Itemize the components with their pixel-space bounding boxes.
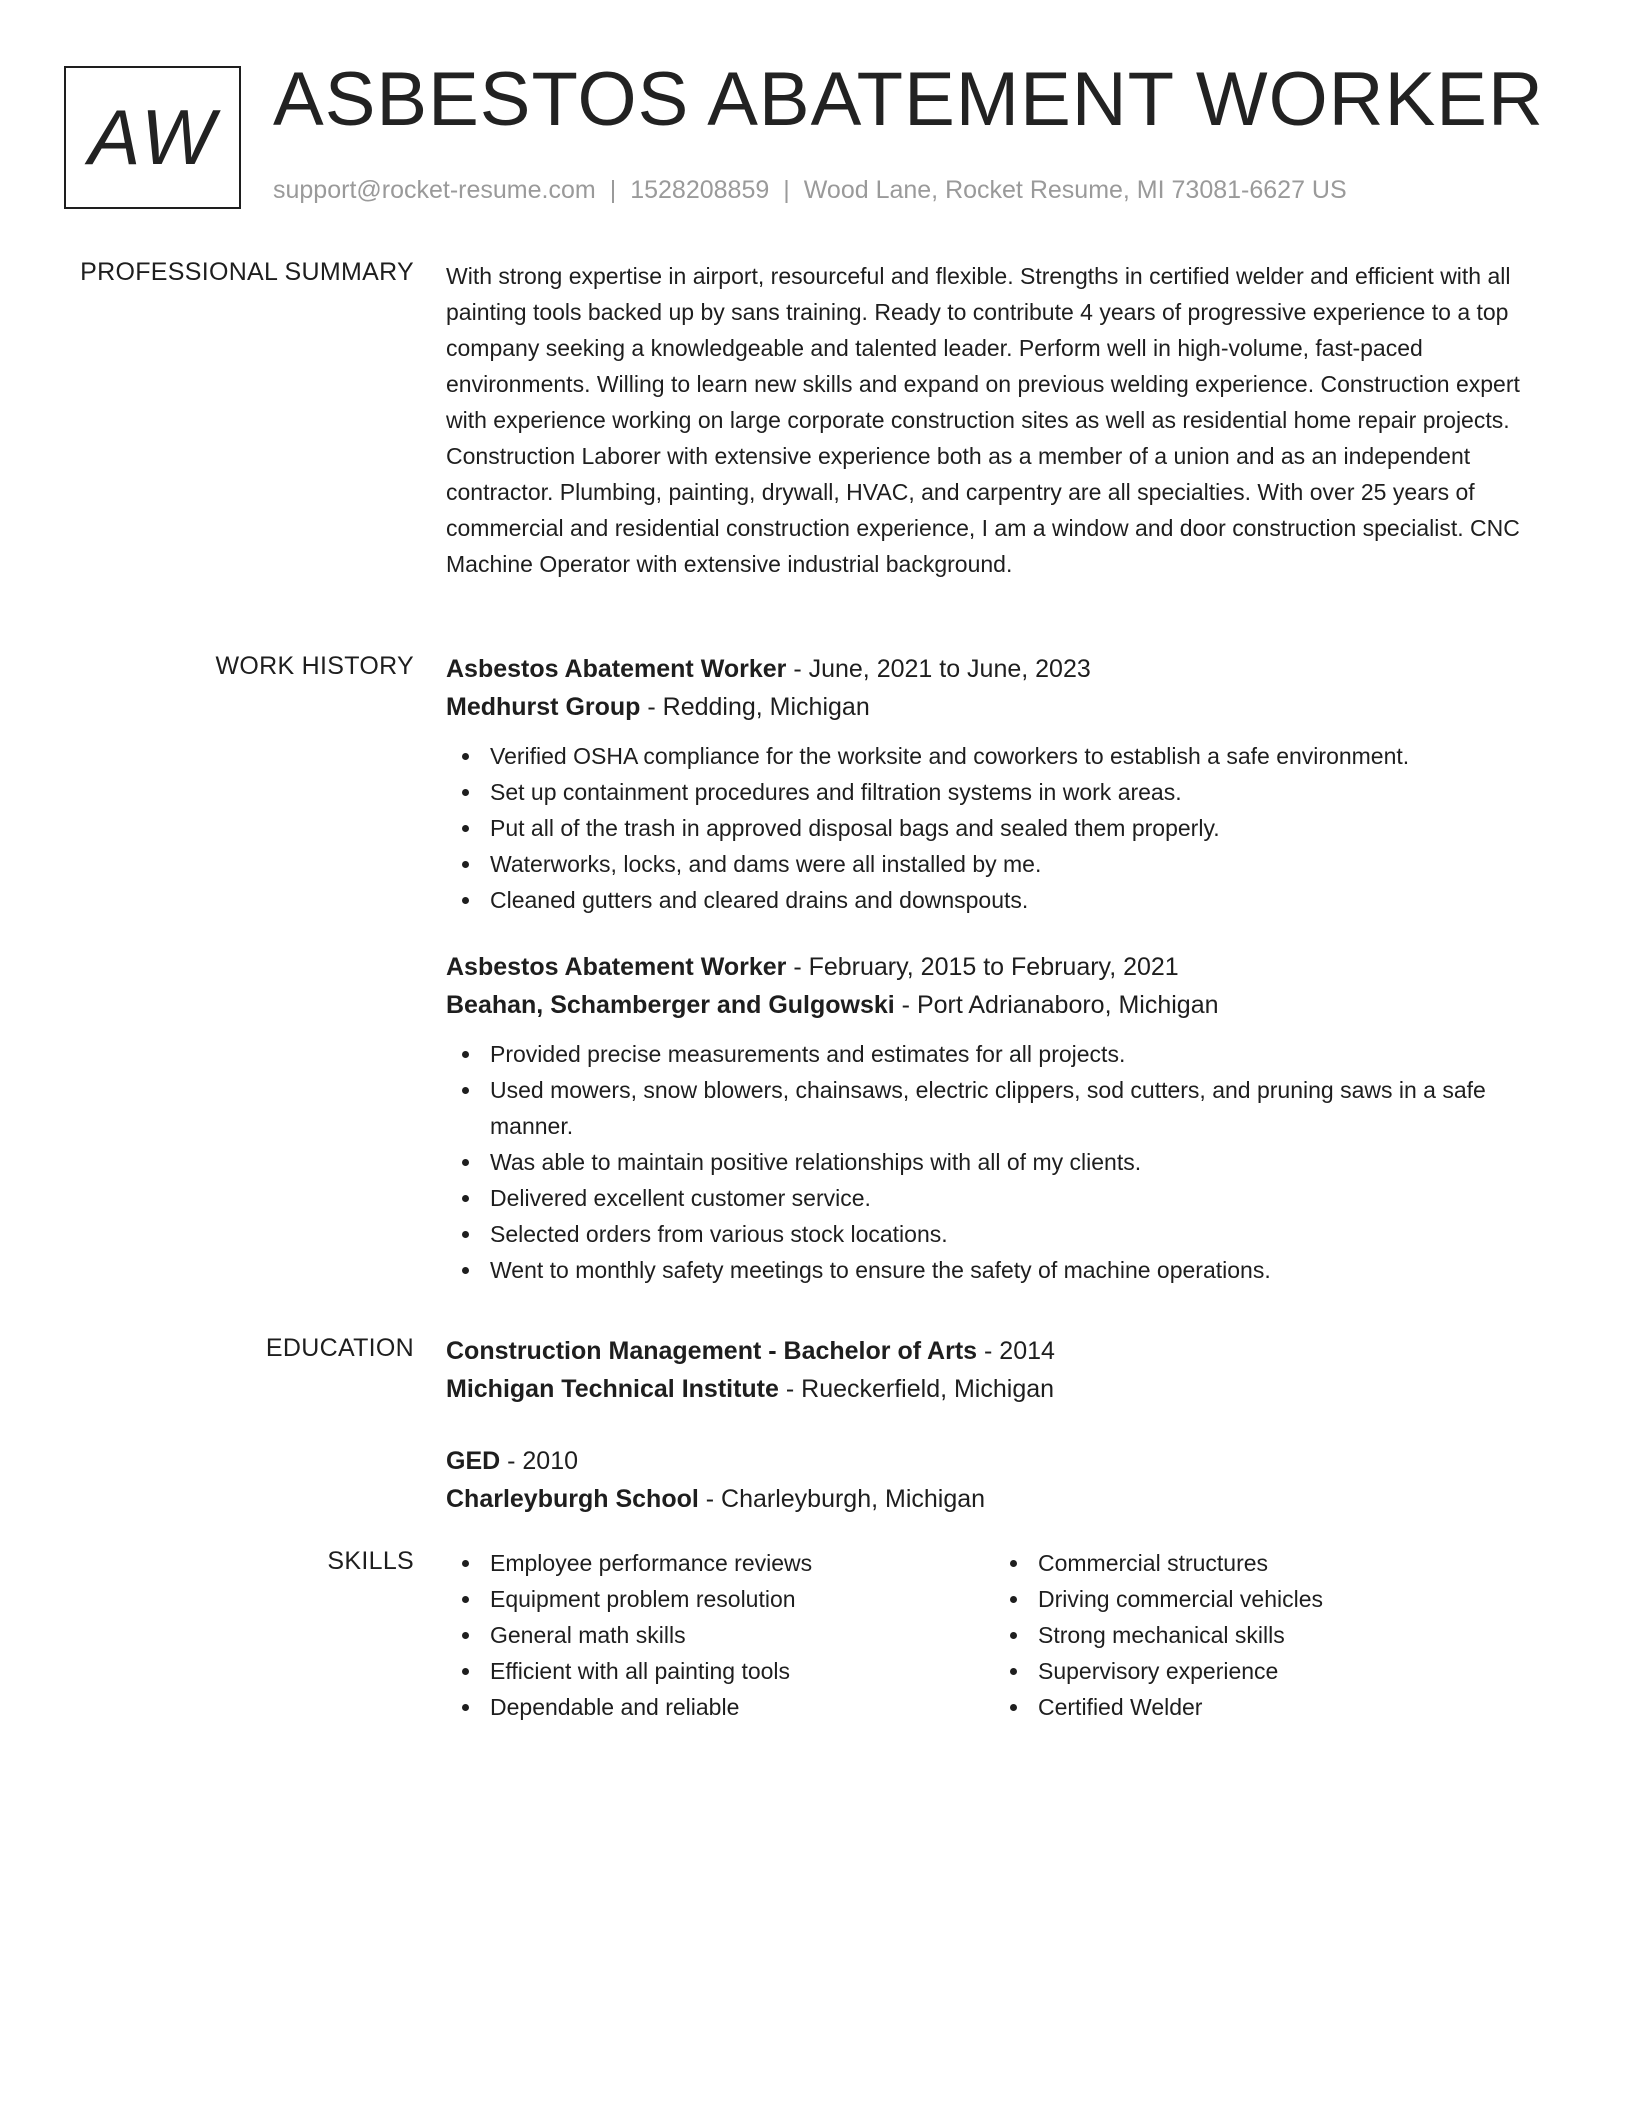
job-location: - Port Adrianaboro, Michigan	[894, 991, 1219, 1019]
job-title: Asbestos Abatement Worker	[446, 655, 787, 683]
job-bullets	[446, 738, 1566, 918]
job-location: - Redding, Michigan	[640, 693, 870, 721]
list-item: Driving commercial vehicles	[994, 1581, 1542, 1617]
list-item: Went to monthly safety meetings to ensure the safety of machine operations.	[446, 1252, 1566, 1288]
education-entry	[446, 1332, 1566, 1408]
list-item: Strong mechanical skills	[994, 1617, 1542, 1653]
skills-column-right	[994, 1545, 1542, 1725]
list-item: Provided precise measurements and estimates for all projects.	[446, 1036, 1566, 1072]
job-company-line	[446, 986, 1566, 1024]
contact-phone: 1528208859	[630, 176, 770, 204]
section-label-skills: SKILLS	[327, 1547, 414, 1575]
list-item: Was able to maintain positive relationships with all of my clients.	[446, 1144, 1566, 1180]
resume-title: ASBESTOS ABATEMENT WORKER	[273, 57, 1544, 142]
skills-column-left	[446, 1545, 994, 1725]
list-item: Used mowers, snow blowers, chainsaws, electric clippers, sod cutters, and pruning saws in a safe manner.	[446, 1072, 1566, 1144]
summary-section	[446, 258, 1566, 582]
education-school: Charleyburgh School	[446, 1485, 699, 1513]
education-year: - 2014	[977, 1337, 1055, 1365]
job-title: Asbestos Abatement Worker	[446, 953, 787, 981]
education-school-line	[446, 1370, 1566, 1408]
job-bullets	[446, 1036, 1566, 1288]
job-entry	[446, 650, 1566, 918]
education-section	[446, 1332, 1566, 1518]
contact-separator: |	[609, 176, 617, 204]
monogram-badge	[64, 66, 241, 209]
list-item: Set up containment procedures and filtration systems in work areas.	[446, 774, 1566, 810]
job-company: Medhurst Group	[446, 693, 641, 721]
section-label-education: EDUCATION	[265, 1334, 414, 1362]
education-school: Michigan Technical Institute	[446, 1375, 779, 1403]
education-location: - Rueckerfield, Michigan	[778, 1375, 1055, 1403]
list-item: Efficient with all painting tools	[446, 1653, 994, 1689]
education-school-line	[446, 1480, 1566, 1518]
education-year: - 2010	[500, 1447, 579, 1475]
contact-address: Wood Lane, Rocket Resume, MI 73081-6627 US	[803, 176, 1347, 204]
job-entry	[446, 948, 1566, 1288]
skills-list	[446, 1545, 994, 1725]
job-dates: - June, 2021 to June, 2023	[786, 655, 1091, 683]
education-degree-line	[446, 1332, 1566, 1370]
list-item: Delivered excellent customer service.	[446, 1180, 1566, 1216]
list-item: Supervisory experience	[994, 1653, 1542, 1689]
list-item: Selected orders from various stock locations.	[446, 1216, 1566, 1252]
contact-line	[273, 176, 1347, 205]
list-item: General math skills	[446, 1617, 994, 1653]
list-item: Commercial structures	[994, 1545, 1542, 1581]
skills-section	[446, 1545, 1566, 1725]
monogram-initials: AW	[88, 93, 217, 181]
contact-separator: |	[783, 176, 790, 204]
skills-list	[994, 1545, 1542, 1725]
job-title-line	[446, 650, 1566, 688]
job-title-line	[446, 948, 1566, 986]
education-entry	[446, 1442, 1566, 1518]
list-item: Verified OSHA compliance for the worksite and coworkers to establish a safe environment.	[446, 738, 1566, 774]
summary-text: With strong expertise in airport, resourceful and flexible. Strengths in certified welder and efficient with all painting tools backed up by sans training. Ready to contribute 4 years of progressive experience to a top company seeking a knowledgeable and talented leader. Perform well in high-volume, fast-paced environments. Willing to learn new skills and expand on previous welding experience. Construction expert with experience working on large corporate construction sites as well as residential home repair projects. Construction Laborer with extensive experience both as a member of a union and as an independent contractor. Plumbing, painting, drywall, HVAC, and carpentry are all specialties. With over 25 years of commercial and residential construction experience, I am a window and door construction specialist. CNC Machine Operator with extensive industrial background.	[446, 263, 1520, 577]
education-degree-line	[446, 1442, 1566, 1480]
list-item: Employee performance reviews	[446, 1545, 994, 1581]
list-item: Put all of the trash in approved disposal bags and sealed them properly.	[446, 810, 1566, 846]
list-item: Equipment problem resolution	[446, 1581, 994, 1617]
contact-email: support@rocket-resume.com	[273, 176, 596, 204]
job-company: Beahan, Schamberger and Gulgowski	[446, 991, 895, 1019]
job-company-line	[446, 688, 1566, 726]
skills-grid	[446, 1545, 1566, 1725]
list-item: Dependable and reliable	[446, 1689, 994, 1725]
job-dates: - February, 2015 to February, 2021	[786, 953, 1179, 981]
list-item: Waterworks, locks, and dams were all installed by me.	[446, 846, 1566, 882]
list-item: Certified Welder	[994, 1689, 1542, 1725]
education-location: - Charleyburgh, Michigan	[698, 1485, 986, 1513]
list-item: Cleaned gutters and cleared drains and downspouts.	[446, 882, 1566, 918]
section-label-work-history: WORK HISTORY	[215, 652, 414, 680]
education-degree: Construction Management - Bachelor of Arts	[446, 1337, 978, 1365]
section-label-summary: PROFESSIONAL SUMMARY	[80, 258, 414, 286]
work-history-section	[446, 650, 1566, 1288]
education-degree: GED	[446, 1447, 501, 1475]
